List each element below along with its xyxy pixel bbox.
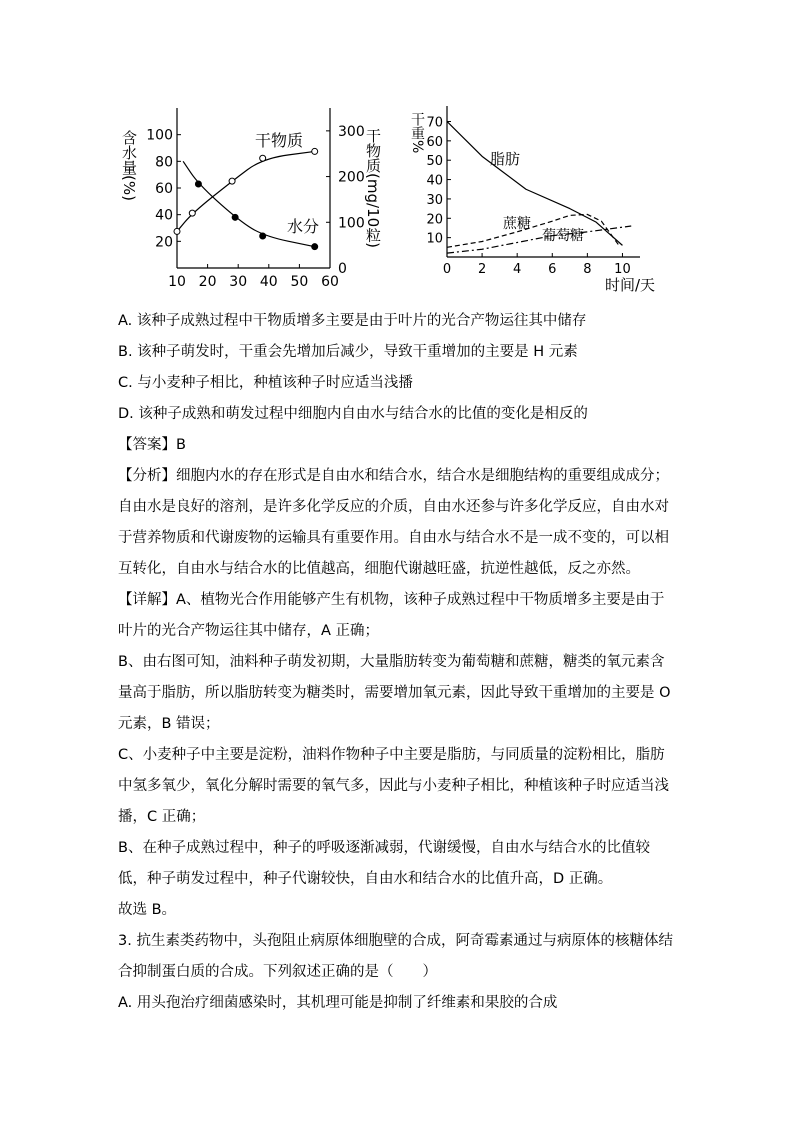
x-tick-label: 50 (290, 274, 309, 290)
answer: 【答案】B (118, 437, 186, 453)
x-tick-label: 0 (442, 262, 452, 277)
series-line-sucrose (447, 214, 619, 247)
x-tick-label: 8 (583, 262, 592, 277)
x-tick-label: 10 (614, 262, 631, 277)
water-point (260, 233, 266, 239)
y-tick-label: 10 (426, 231, 443, 247)
dry-matter-point (312, 148, 318, 154)
x-tick-label: 2 (477, 262, 487, 277)
detail-c: C、小麦种子中主要是淀粉，油料作物种子中主要是脂肪，与同质量的淀粉相比，脂肪中氢多氧少，氧化分解时需要的氧气多，因此与小麦种子相比，种植该种子时应适当浅播，C 正确； (118, 747, 669, 825)
dry-matter-point (189, 210, 195, 216)
y-tick-label: 60 (426, 134, 443, 150)
right-chart-x-axis-label: 时间/天 (605, 276, 656, 294)
right-y-tick-label: 200 (338, 169, 365, 186)
water-point (312, 244, 318, 250)
left-y-tick-label: 100 (146, 127, 173, 144)
x-tick-label: 20 (198, 274, 217, 290)
right-chart-y-axis-label: 干重% (409, 112, 425, 154)
option-b: B. 该种子萌发时，干重会先增加后减少，导致干重增加的主要是 H 元素 (118, 344, 578, 360)
x-tick-label: 6 (548, 262, 557, 277)
detail-b: B、由右图可知，油料种子萌发初期，大量脂肪转变为葡萄糖和蔗糖，糖类的氧元素含量高于脂肪，所以脂肪转变为糖类时，需要增加氧元素，因此导致干重增加的主要是 O 元素，B 错误； (118, 654, 671, 732)
x-tick-label: 60 (321, 274, 339, 290)
series-label-fat: 脂肪 (490, 150, 521, 168)
analysis: 【分析】细胞内水的存在形式是自由水和结合水，结合水是细胞结构的重要组成成分；自由水是良好的溶剂，是许多化学反应的介质，自由水还参与许多化学反应，自由水对于营养物质和代谢废物的运输具有重要作用。自由水与结合水不是一成不变的，可以相互转化，自由水与结合水的比值越高，细胞代谢越旺盛，抗逆性越低，反之亦然。 (118, 468, 669, 577)
y-tick-label: 50 (426, 154, 443, 170)
left-chart (115, 100, 385, 300)
left-y-tick-label: 40 (155, 207, 173, 224)
detail-d: B、在种子成熟过程中，种子的呼吸逐渐减弱，代谢缓慢，自由水与结合水的比值较低，种子萌发过程中，种子代谢较快，自由水和结合水的比值升高，D 正确。 (118, 840, 650, 887)
series-label-glucose: 葡萄糖 (542, 228, 584, 244)
option-d: D. 该种子成熟和萌发过程中细胞内自由水与结合水的比值的变化是相反的 (118, 406, 588, 422)
series-label-water: 水分 (287, 217, 320, 236)
detail-a: 【详解】A、植物光合作用能够产生有机物，该种子成熟过程中干物质增多主要是由于叶片的光合产物运往其中储存，A 正确； (118, 592, 665, 639)
water-point (232, 214, 238, 220)
series-label-dry-matter: 干物质 (255, 131, 304, 150)
question-3-option-a: A. 用头孢治疗细菌感染时，其机理可能是抑制了纤维素和果胶的合成 (118, 995, 558, 1011)
water-point (195, 181, 201, 187)
series-line-glucose (447, 226, 631, 253)
dry-matter-point (229, 178, 235, 184)
left-y-axis-label: 含水量(%) (120, 130, 138, 201)
y-tick-label: 70 (426, 115, 443, 131)
series-label-sucrose: 蔗糖 (503, 216, 531, 232)
x-tick-label: 4 (513, 262, 522, 277)
x-tick-label: 40 (259, 274, 278, 290)
right-y-tick-label: 300 (338, 123, 365, 140)
left-y-tick-label: 80 (155, 154, 173, 171)
left-y-tick-label: 60 (155, 181, 173, 197)
right-y-axis-label: 干物质(mg/10粒) (364, 128, 382, 248)
y-tick-label: 40 (426, 173, 443, 189)
y-tick-label: 30 (426, 192, 443, 208)
right-chart (395, 100, 660, 300)
option-c: C. 与小麦种子相比，种植该种子时应适当浅播 (118, 375, 413, 391)
x-tick-label: 10 (168, 274, 186, 290)
option-a: A. 该种子成熟过程中干物质增多主要是由于叶片的光合产物运往其中储存 (118, 313, 587, 329)
right-y-tick-label: 0 (338, 261, 347, 277)
dry-matter-point (174, 228, 180, 234)
x-tick-label: 30 (229, 274, 248, 290)
right-y-tick-label: 100 (338, 215, 365, 232)
dry-matter-point (260, 155, 266, 161)
conclusion: 故选 B。 (118, 902, 177, 918)
question-3-stem: 3. 抗生素类药物中，头孢阻止病原体细胞壁的合成，阿奇霉素通过与病原体的核糖体结合抑制蛋白质的合成。下列叙述正确的是（ ） (118, 933, 673, 980)
left-y-tick-label: 20 (155, 234, 173, 251)
y-tick-label: 20 (426, 212, 443, 228)
